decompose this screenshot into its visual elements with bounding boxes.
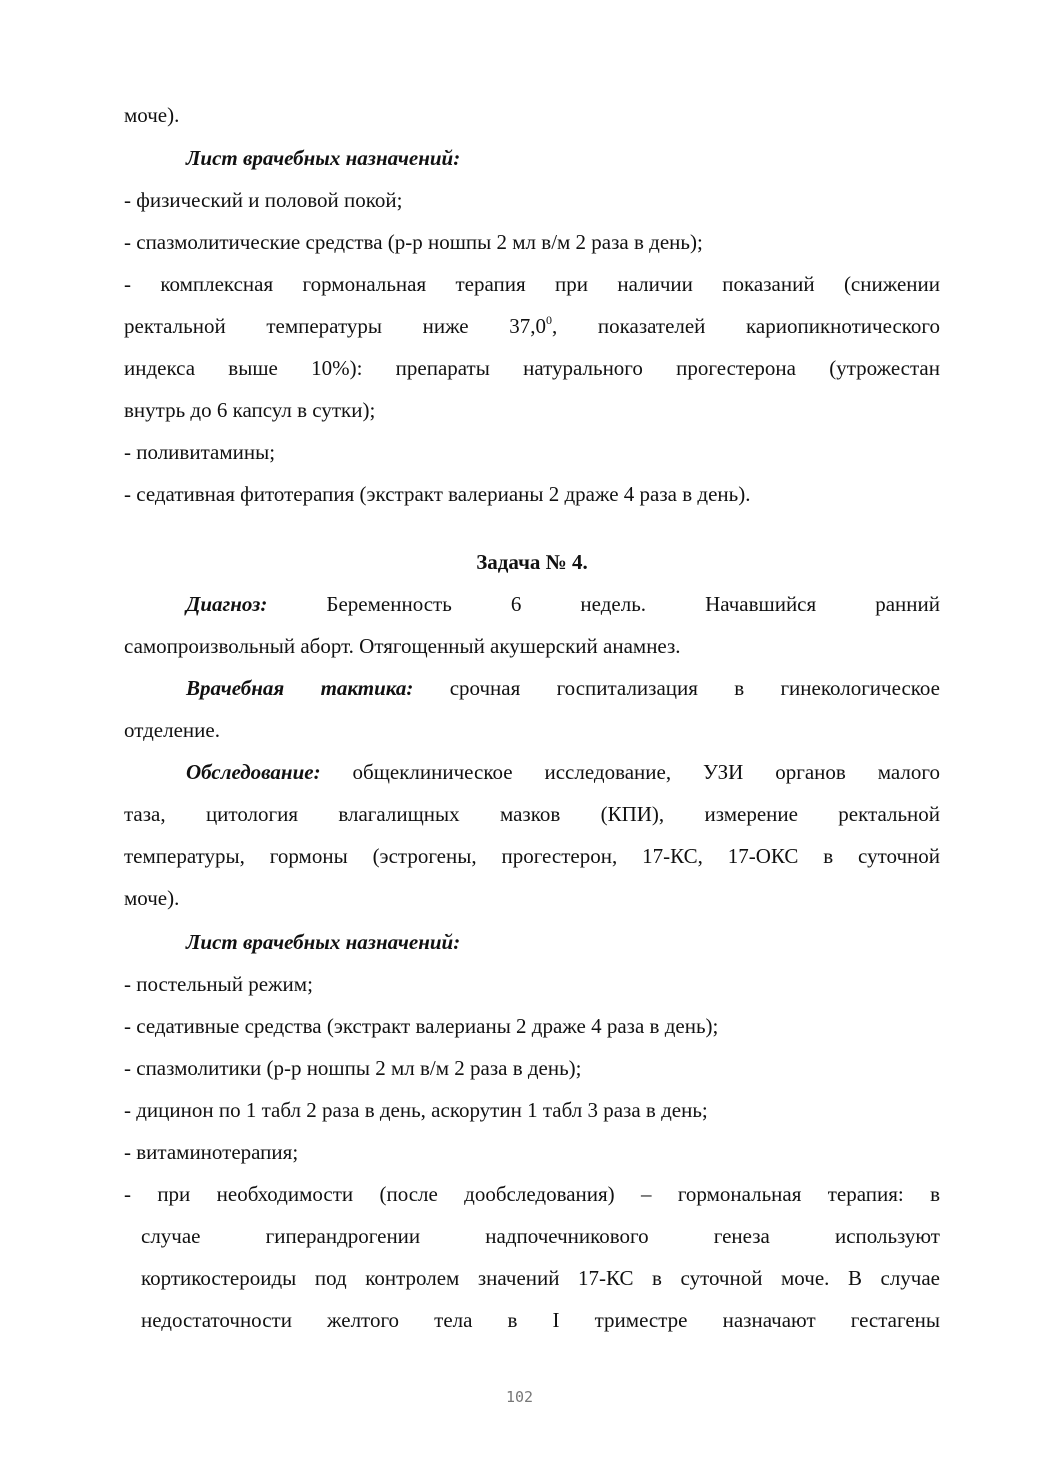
list-item-line <box>124 314 940 338</box>
list-item-line: внутрь до 6 капсул в сутки); <box>124 398 376 422</box>
degree-superscript: 0 <box>546 313 552 327</box>
list-item-line: недостаточности желтого тела в I триместре назначают гестагены <box>141 1308 940 1332</box>
list-item: - дицинон по 1 табл 2 раза в день, аскорутин 1 табл 3 раза в день; <box>124 1098 708 1122</box>
diagnosis-label: Диагноз: <box>186 592 268 616</box>
list-item-line: индекса выше 10%): препараты натурального прогестерона (утрожестан <box>124 356 940 380</box>
list-item-line: кортикостероиды под контролем значений 17-КС в суточной моче. В случае <box>141 1266 940 1290</box>
exam-text: температуры, гормоны (эстрогены, прогестерон, 17-КС, 17-ОКС в суточной <box>124 844 940 868</box>
diagnosis-text: самопроизвольный аборт. Отягощенный акушерский анамнез. <box>124 634 681 658</box>
text-fragment: ректальной температуры ниже 37,0 <box>124 314 546 338</box>
list-item: - седативные средства (экстракт валерианы 2 драже 4 раза в день); <box>124 1014 719 1038</box>
prescription-sheet-heading: Лист врачебных назначений: <box>186 930 461 954</box>
list-item: - при необходимости (после дообследования) – гормональная терапия: в <box>124 1182 940 1206</box>
tactics-text: срочная госпитализация в гинекологическое <box>449 676 940 700</box>
list-item-line: случае гиперандрогении надпочечникового генеза используют <box>141 1224 940 1248</box>
page-number: 102 <box>505 1388 534 1406</box>
tactics-line <box>186 676 940 700</box>
text-fragment: , показателей кариопикнотического <box>552 314 940 338</box>
list-item: - комплексная гормональная терапия при наличии показаний (снижении <box>124 272 940 296</box>
diagnosis-text: Беременность 6 недель. Начавшийся ранний <box>326 592 940 616</box>
exam-line <box>186 760 940 784</box>
list-item: - постельный режим; <box>124 972 313 996</box>
diagnosis-line <box>186 592 940 616</box>
list-item: - спазмолитики (р-р ношпы 2 мл в/м 2 раза в день); <box>124 1056 582 1080</box>
list-item: - седативная фитотерапия (экстракт валерианы 2 драже 4 раза в день). <box>124 482 751 506</box>
list-item: - спазмолитические средства (р-р ношпы 2 мл в/м 2 раза в день); <box>124 230 703 254</box>
list-item: - поливитамины; <box>124 440 276 464</box>
task-title: Задача № 4. <box>476 550 588 574</box>
continuation-line: моче). <box>124 103 180 127</box>
exam-text: моче). <box>124 886 180 910</box>
tactics-text: отделение. <box>124 718 220 742</box>
list-item: - физический и половой покой; <box>124 188 403 212</box>
exam-text: таза, цитология влагалищных мазков (КПИ), измерение ректальной <box>124 802 940 826</box>
prescription-sheet-heading: Лист врачебных назначений: <box>186 146 461 170</box>
exam-text: общеклиническое исследование, УЗИ органов малого <box>352 760 940 784</box>
exam-label: Обследование: <box>186 760 321 784</box>
tactics-label: Врачебная тактика: <box>186 676 414 700</box>
list-item: - витаминотерапия; <box>124 1140 299 1164</box>
